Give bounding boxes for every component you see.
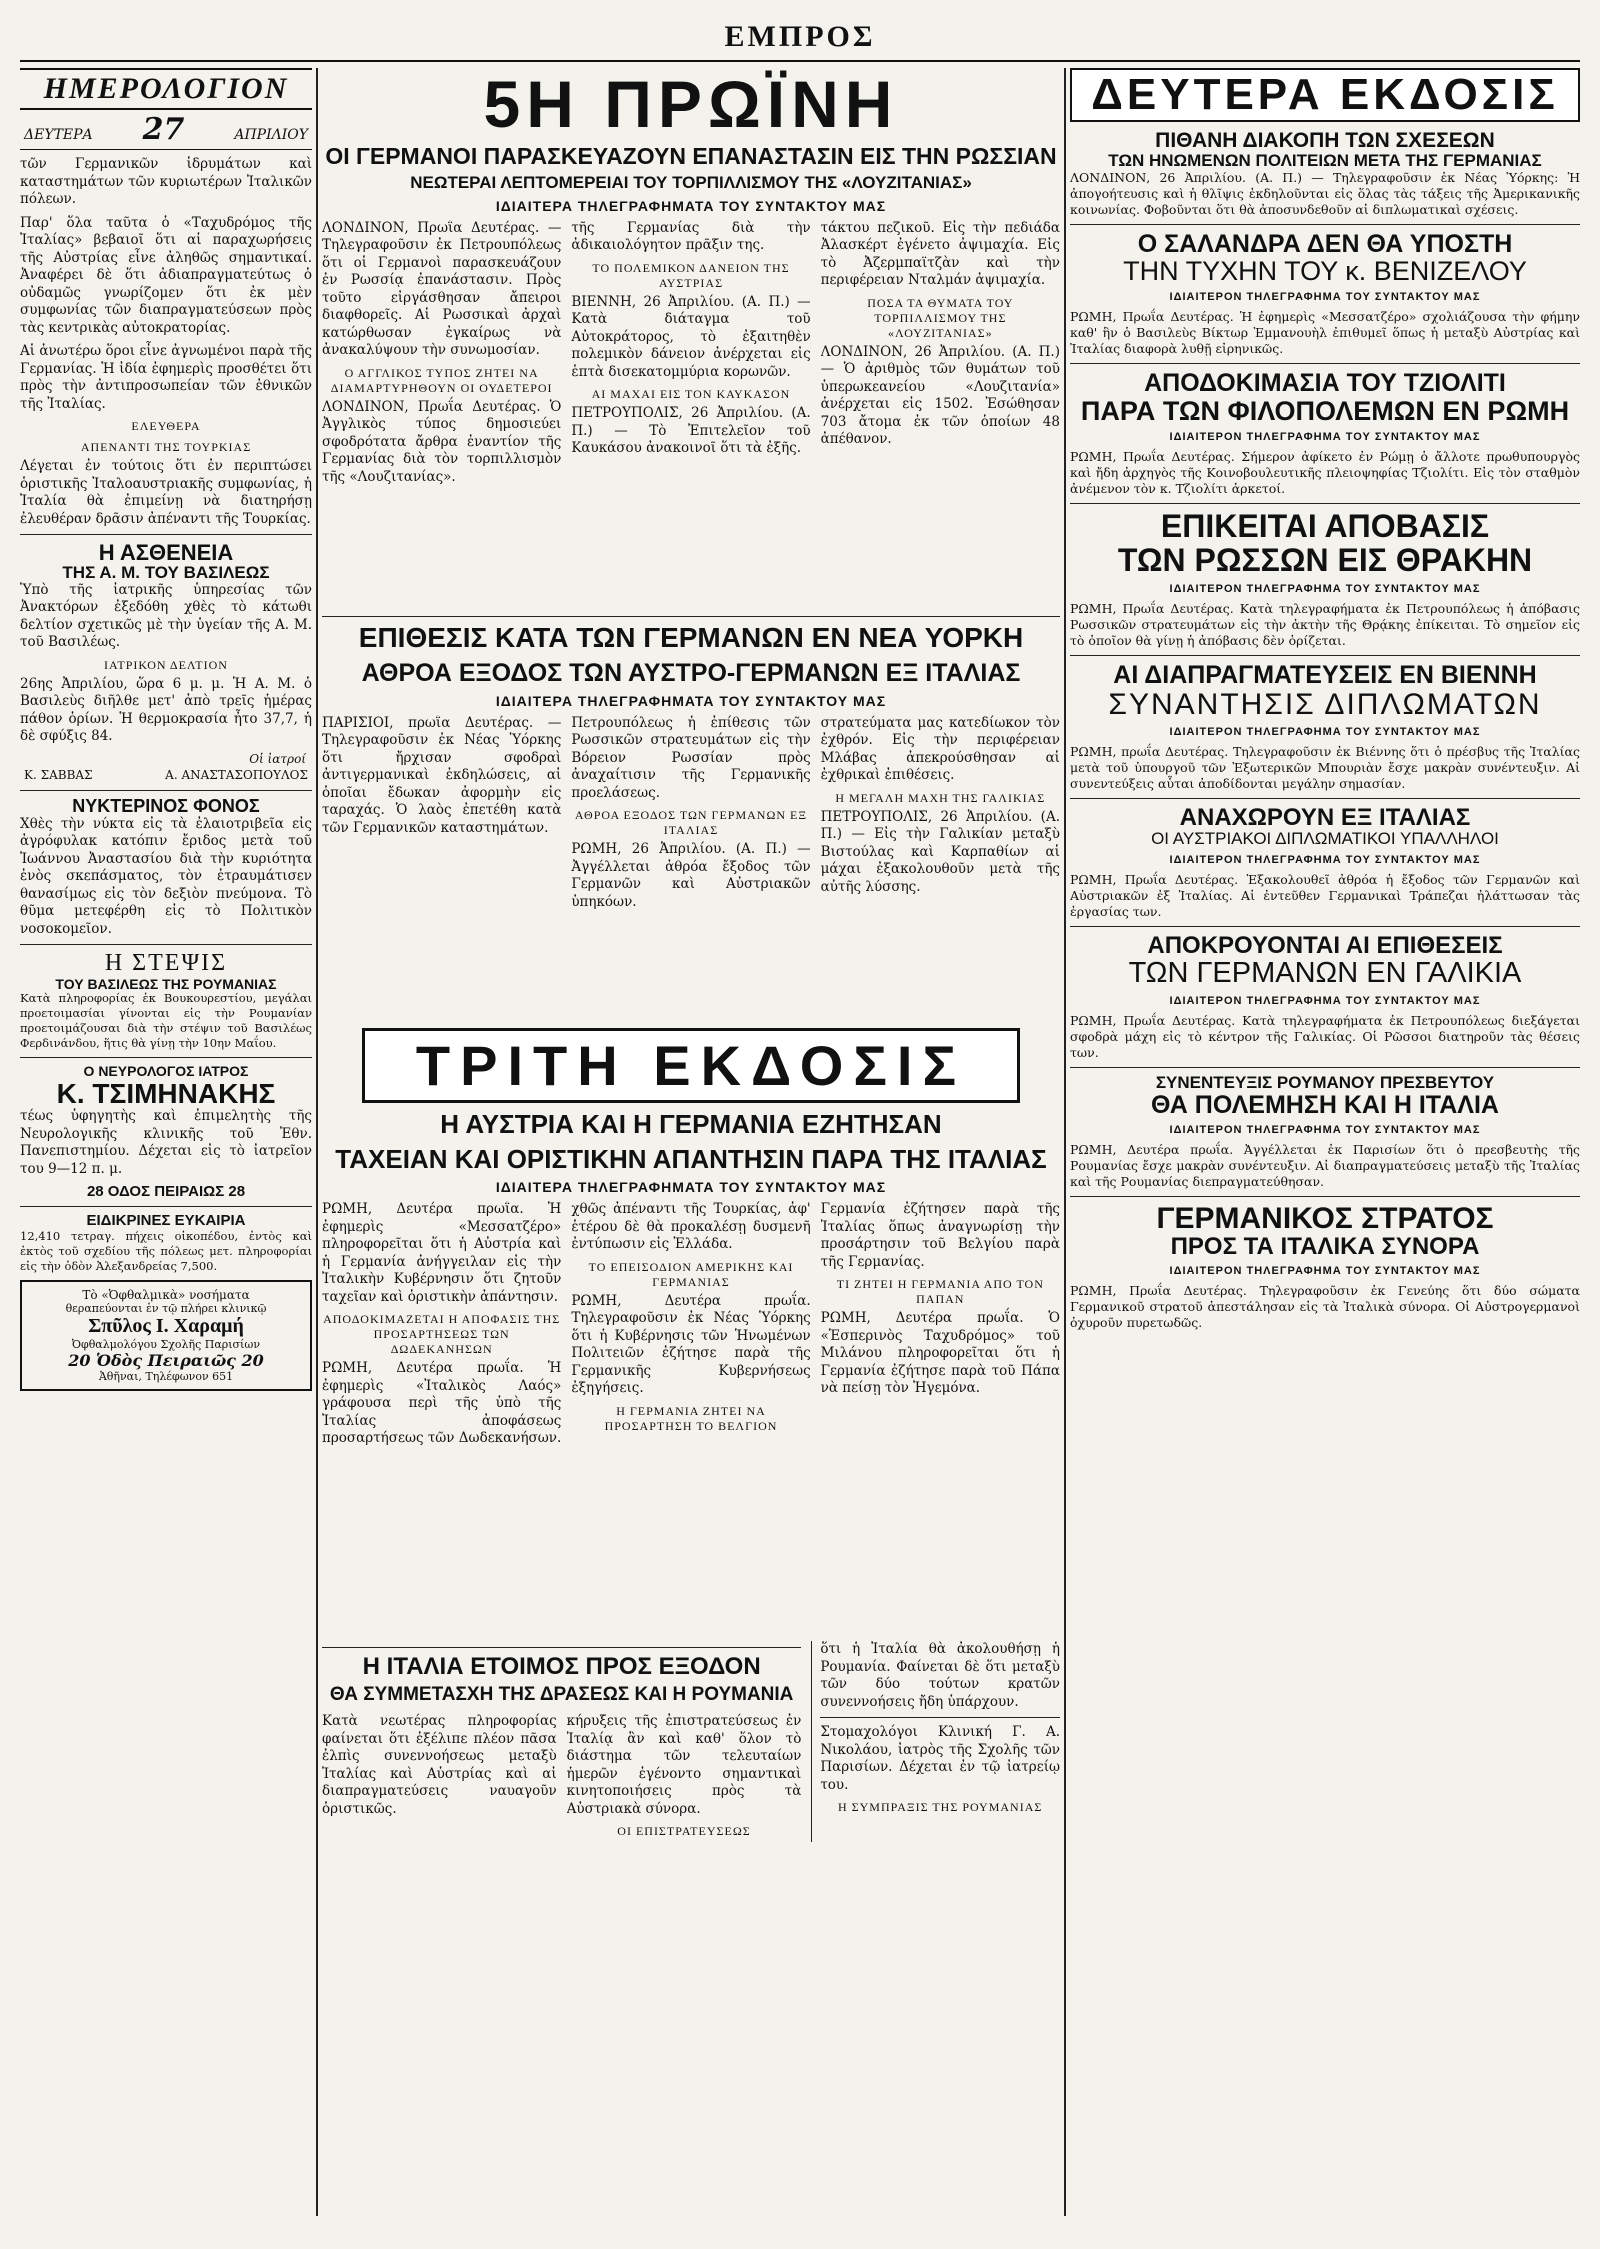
article-text: ΛΟΝΔΙΝΟΝ, 26 Ἀπριλίου. (Α. Π.) — Ὁ ἀριθμὸς τῶν θυμάτων τοῦ ὑπερωκεανείου «Λουζιτανία» ἀνέρχεται εἰς 1502. Ἐσώθησαν 703 ἄτομα ἐκ τῶν ὁποίων 48 ἀπέθανον. — [820, 343, 1060, 448]
divider — [20, 534, 312, 535]
telegram-label: ΙΔΙΑΙΤΕΡΑ ΤΗΛΕΓΡΑΦΗΜΑΤΑ ΤΟΥ ΣΥΝΤΑΚΤΟΥ ΜΑΣ — [495, 197, 887, 214]
article-text: τῶν Γερμανικῶν ἱδρυμάτων καὶ καταστημάτων τῶν κυριωτέρων Ἰταλικῶν πόλεων. — [20, 156, 312, 207]
ad-line: Ὀφθαλμολόγου Σχολῆς Παρισίων — [71, 1337, 261, 1351]
article-headline: ΕΠΙΘΕΣΙΣ ΚΑΤΑ ΤΩΝ ΓΕΡΜΑΝΩΝ ΕΝ ΝΕΑ ΥΟΡΚΗ — [358, 621, 1024, 653]
ad-line: Ο ΝΕΥΡΟΛΟΓΟΣ ΙΑΤΡΟΣ — [83, 1063, 249, 1080]
divider — [322, 1647, 801, 1648]
edition-banner: ΤΡΙΤΗ ΕΚΔΟΣΙΣ — [362, 1028, 1020, 1103]
article-text: 26ης Ἀπριλίου, ὥρα 6 μ. μ. Ἡ Α. Μ. ὁ Βασιλεὺς διῆλθε μετ' ἀπὸ τρεῖς ἡμέρας πάθον ὁρίων. Ἡ θερμοκρασία ἦτο 37,7, ἡ δὲ σφύξις 84. — [20, 675, 312, 745]
article-text: ΡΩΜΗ, Δευτέρα πρωΐα. Ἡ ἐφημερὶς «Μεσσατζέρο» πληροφορεῖται ὅτι ἡ Αὐστρία καὶ ἡ Γερμανία ἀνήγγειλαν εἰς τὴν Ἰταλικὴν Κυβέρνησιν ὅτι ζητοῦν ταχεῖαν καὶ ὁριστικὴν ἀπάντησιν. — [322, 1201, 562, 1305]
telegram-label: ΙΔΙΑΙΤΕΡΑ ΤΗΛΕΓΡΑΦΗΜΑΤΑ ΤΟΥ ΣΥΝΤΑΚΤΟΥ ΜΑΣ — [495, 1179, 887, 1196]
article-text: ΠΕΤΡΟΥΠΟΛΙΣ, 26 Ἀπριλίου. (Α. Π.) — Τὸ Ἐπιτελεῖον τοῦ Καυκάσου ἀνακοινοῖ ὅτι τὰ ἐξῆς. — [571, 405, 811, 457]
article-text: ΡΩΜΗ, Πρωΐα Δευτέρας. Ἡ ἐφημερὶς «Μεσσατζέρο» σχολιάζουσα τὴν φήμην καθ' ἣν ὁ Βασιλεὺς Βίκτωρ Ἐμμανουὴλ ἐπιθυμεῖ ὅπως ἡ μεταξὺ Αὐστρίας καὶ Ἰταλίας διαφορὰ λυθῇ εἰρηνικῶς. — [1070, 309, 1580, 357]
article-column — [567, 1713, 802, 1842]
article-text: ΠΑΡΙΣΙΟΙ, πρωΐα Δευτέρας. — Τηλεγραφοῦσιν ἐκ Νέας Ὑόρκης ὅτι ἤρχισαν σφοδραὶ ἀντιγερμανικαὶ ἐκδηλώσεις, αἱ ὁποῖαι ἔδωκαν ἀφορμὴν εἰς ταραχάς. Ὁ λαὸς ἐπετέθη κατὰ τῶν Γερμανικῶν καταστημάτων. — [322, 714, 562, 836]
article-text: Χθὲς τὴν νύκτα εἰς τὰ ἐλαιοτριβεῖα εἰς ἀγρόφυλακ κατόπιν ἔριδος μετὰ τοῦ Ἰωάννου Ἀναστασίου διὰ τὴν κυριότητα ἐνὸς σκεπάσματος, τὸν ἐτραυμάτισεν θανασίμως εἰς τὸν δεξιὸν πνεύμονα. Τὸ θῦμα μετεφέρθη εἰς τὸ Πολιτικὸν νοσοκομεῖον. — [20, 815, 312, 937]
telegram-label: ΙΔΙΑΙΤΕΡΟΝ ΤΗΛΕΓΡΑΦΗΜΑ ΤΟΥ ΣΥΝΤΑΚΤΟΥ ΜΑΣ — [1169, 726, 1481, 739]
article-headline: ΑΠΟΔΟΚΙΜΑΣΙΑ ΤΟΥ ΤΖΙΟΛΙΤΙ — [1144, 369, 1506, 398]
article-text: Αἱ ἀνωτέρω ὅροι εἶνε ἀγνωμένοι παρὰ τῆς Γερμανίας. Ἡ ἰδία ἐφημερὶς προσθέτει ὅτι πρὸς τὴν ἀντιπροσωπείαν τῶν ἐθνικῶν τῆς Ἰταλίας. — [20, 343, 312, 412]
article-column — [322, 1713, 557, 1842]
article-headline: ΝΥΚΤΕΡΙΝΟΣ ΦΟΝΟΣ — [72, 795, 260, 816]
article-headline: Η ΑΥΣΤΡΙΑ ΚΑΙ Η ΓΕΡΜΑΝΙΑ ΕΖΗΤΗΣΑΝ — [440, 1108, 942, 1139]
article-subheadline: ΘΑ ΠΟΛΕΜΗΣΗ ΚΑΙ Η ΙΤΑΛΙΑ — [1151, 1090, 1499, 1119]
subheading: ΑΙ ΜΑΧΑΙ ΕΙΣ ΤΟΝ ΚΑΥΚΑΣΟΝ — [591, 387, 791, 402]
article-text: τῆς Γερμανίας διὰ τὴν ἀδικαιολόγητον πρᾶξιν της. — [571, 219, 811, 254]
article-text: ΡΩΜΗ, Δευτέρα πρωΐα. Τηλεγραφοῦσιν ἐκ Νέας Ὑόρκης ὅτι ἡ Κυβέρνησις τῶν Ἡνωμένων Πολιτειῶν ἐζήτησε παρὰ τῆς Γερμανικῆς Κυβερνήσεως ἐξηγήσεις. — [571, 1292, 811, 1397]
article-text: Κατὰ πληροφορίας ἐκ Βουκουρεστίου, μεγάλαι προετοιμασίαι γίνονται εἰς τὴν Ρουμανίαν προετοιμάζουσαι διὰ τὴν στέψιν τοῦ Βασιλέως Φερδινάνδου, ἥτις θὰ γίνῃ τὴν 10ην Μαΐου. — [20, 991, 312, 1051]
article-headline: ΓΕΡΜΑΝΙΚΟΣ ΣΤΡΑΤΟΣ — [1156, 1201, 1494, 1235]
article-text: Γερμανία ἐζήτησεν παρὰ τῆς Ἰταλίας ὅπως ἀναγνωρίσῃ τὴν προσάρτησιν τοῦ Βελγίου παρὰ τῆς Γερμανίας. — [820, 1201, 1060, 1270]
divider — [20, 1057, 312, 1058]
article-headline: Η ΣΤΕΨΙΣ — [104, 950, 228, 977]
article-subheadline: ΤΩΝ ΓΕΡΜΑΝΩΝ ΕΝ ΓΑΛΙΚΙΑ — [1128, 957, 1522, 990]
subheading: ΤΟ ΕΠΕΙΣΟΔΙΟΝ ΑΜΕΡΙΚΗΣ ΚΑΙ ΓΕΡΜΑΝΙΑΣ — [588, 1259, 794, 1289]
article-column — [571, 220, 810, 610]
article-column — [322, 1201, 561, 1641]
eye-clinic-ad — [20, 1280, 312, 1391]
article-headline: ΣΥΝΕΝΤΕΥΞΙΣ ΡΟΥΜΑΝΟΥ ΠΡΕΣΒΕΥΤΟΥ — [1155, 1072, 1495, 1092]
divider — [20, 790, 312, 791]
telegram-label: ΙΔΙΑΙΤΕΡΟΝ ΤΗΛΕΓΡΑΦΗΜΑ ΤΟΥ ΣΥΝΤΑΚΤΟΥ ΜΑΣ — [1169, 854, 1481, 867]
divider — [1070, 655, 1580, 656]
divider — [1070, 926, 1580, 927]
newspaper-page — [20, 16, 1580, 2216]
second-edition-column — [1070, 68, 1580, 2216]
telegram-label: ΙΔΙΑΙΤΕΡΟΝ ΤΗΛΕΓΡΑΦΗΜΑ ΤΟΥ ΣΥΝΤΑΚΤΟΥ ΜΑΣ — [1169, 291, 1481, 304]
article-subheadline: ΤΩΝ ΡΩΣΣΩΝ ΕΙΣ ΘΡΑΚΗΝ — [1117, 541, 1533, 578]
article-column — [821, 715, 1060, 1020]
subheading: ΙΑΤΡΙΚΟΝ ΔΕΛΤΙΟΝ — [104, 657, 228, 672]
calendar-title: ΗΜΕΡΟΛΟΓΙΟΝ — [43, 72, 289, 105]
italy-article — [322, 1641, 801, 1842]
article-subheadline: ΠΡΟΣ ΤΑ ΙΤΑΛΙΚΑ ΣΥΝΟΡΑ — [1170, 1233, 1480, 1261]
article-text: Λέγεται ἐν τούτοις ὅτι ἐν περιπτώσει ὁριστικῆς Ἰταλοαυστριακῆς συμφωνίας, ἡ Ἰταλία θὰ ἐπιμείνῃ νὰ διατηρήσῃ ἐλευθέραν δρᾶσιν ἀπέναντι τῆς Τουρκίας. — [20, 458, 312, 527]
article-text: ΡΩΜΗ, Δευτέρα πρωΐα. Ἀγγέλλεται ἐκ Παρισίων ὅτι ὁ πρεσβευτὴς τῆς Ρουμανίας ἔσχε μακρὰν συνέντευξιν. Αἱ διαπραγματεύσεις μεταξὺ τῆς Ἰταλίας καὶ τῆς Ρουμανίας διεπραγματεύθησαν. — [1070, 1141, 1580, 1189]
article-subheadline: ΠΑΡΑ ΤΩΝ ΦΙΛΟΠΟΛΕΜΩΝ ΕΝ ΡΩΜΗ — [1080, 395, 1570, 426]
ad-name: Κ. ΤΣΙΜΗΝΑΚΗΣ — [56, 1077, 276, 1109]
article-subheadline: ΤΗΣ Α. Μ. ΤΟΥ ΒΑΣΙΛΕΩΣ — [62, 563, 270, 583]
calendar-column — [20, 68, 312, 2216]
doctor-signatures — [20, 766, 312, 784]
article-text: Παρ' ὅλα ταῦτα ὁ «Ταχυδρόμος τῆς Ἰταλίας» βεβαιοῖ ὅτι αἱ παραχωρήσεις τῆς Αὐστρίας εἶνε ἀληθῶς σημαντικαί. Ἀναφέρει δὲ ὅτι ἀδιαπραγματεύτως ὁ οὐδαμῶς γνωρίζομεν ὅτι ἐκ μὲν συμφωνίας τῶν διαπραγματεύσεων πρὸς τὰς κεντρικὰς αὐτοκρατορίας. — [20, 214, 312, 336]
divider — [820, 1717, 1060, 1718]
ad-address: 28 ΟΔΟΣ ΠΕΙΡΑΙΩΣ 28 — [86, 1183, 246, 1201]
article-column — [821, 220, 1060, 610]
article-column — [571, 715, 810, 1020]
subheading: Η ΣΥΜΠΡΑΞΙΣ ΤΗΣ ΡΟΥΜΑΝΙΑΣ — [837, 1800, 1043, 1815]
article-columns — [322, 1713, 801, 1842]
telegram-label: ΙΔΙΑΙΤΕΡΟΝ ΤΗΛΕΓΡΑΦΗΜΑ ΤΟΥ ΣΥΝΤΑΚΤΟΥ ΜΑΣ — [1169, 431, 1481, 444]
divider — [1070, 503, 1580, 504]
article-text: στρατεύματα μας κατεδίωκον τὸν ἐχθρόν. Εἰς τὴν περιφέρειαν Μλάβας ἀπεκρούσθησαν αἱ ἐχθρικαὶ ἐπιθέσεις. — [820, 714, 1060, 784]
article-column — [322, 715, 561, 1020]
doctor-name: Κ. ΣΑΒΒΑΣ — [24, 767, 93, 782]
article-subheadline: ΤΩΝ ΗΝΩΜΕΝΩΝ ΠΟΛΙΤΕΙΩΝ ΜΕΤΑ ΤΗΣ ΓΕΡΜΑΝΙΑΣ — [1108, 151, 1542, 171]
article-text: Πετρουπόλεως ἡ ἐπίθεσις τῶν Ρωσσικῶν στρατευμάτων εἰς τὴν Βόρειον Ρωσσίαν πρὸς ἀναχαίτισιν τῆς Γερμανικῆς προελάσεως. — [571, 714, 811, 801]
article-headline: ΕΙΔΙΚΡΙΝΕΣ ΕΥΚΑΙΡΙΑ — [86, 1212, 246, 1230]
article-headline: ΑΠΟΚΡΟΥΟΝΤΑΙ ΑΙ ΕΠΙΘΕΣΕΙΣ — [1147, 932, 1503, 960]
calendar-month: ΑΠΡΙΛΙΟΥ — [234, 127, 308, 143]
article-text: ΡΩΜΗ, Πρωΐα Δευτέρας. Κατὰ τηλεγραφήματα ἐκ Πετρουπόλεως ἡ ἀπόβασις Ρωσσικῶν στρατευμάτων εἰς τὴν ἀκτὴν τῆς Θρᾴκης ἐπίκειται. Τὸ σημεῖον εἰς τὸ ὁποῖον θὰ γίνῃ ἡ ἀπόβασις δὲν ὁρίζεται. — [1070, 601, 1580, 649]
subheading: ΑΠΕΝΑΝΤΙ ΤΗΣ ΤΟΥΡΚΙΑΣ — [80, 440, 252, 454]
article-subheadline: ΝΕΩΤΕΡΑΙ ΛΕΠΤΟΜΕΡΕΙΑΙ ΤΟΥ ΤΟΡΠΙΛΛΙΣΜΟΥ ΤΗΣ «ΛΟΥΖΙΤΑΝΙΑΣ» — [410, 173, 972, 193]
article-text: ΡΩΜΗ, 26 Ἀπριλίου. (Α. Π.) — Ἀγγέλλεται ἀθρόα ἔξοδος τῶν Γερμανῶν καὶ Αὐστριακῶν ὑπηκόων. — [571, 841, 811, 910]
ad-address: 20 Ὁδὸς Πειραιῶς 20 — [68, 1350, 264, 1370]
article-text: ΛΟΝΔΙΝΟΝ, Πρωΐα Δευτέρας. — Τηλεγραφοῦσιν ἐκ Πετρουπόλεως ὅτι οἱ Γερμανοὶ παρασκευάζουν ἐν Ρωσσίᾳ ἐπανάστασιν. Πρὸς τοῦτο εἰργάσθησαν ἄπειροι διαφθορεῖς. Αἱ Ρωσσικαὶ ἀρχαὶ κατώρθωσαν ἐγκαίρως νὰ ἀνακαλύψουν τὴν συνωμοσίαν. — [322, 219, 562, 359]
article-subheadline: ΘΑ ΣΥΜΜΕΤΑΣΧΗ ΤΗΣ ΔΡΑΣΕΩΣ ΚΑΙ Η ΡΟΥΜΑΝΙΑ — [329, 1684, 794, 1706]
article-column — [811, 1641, 1060, 1842]
calendar-header — [20, 68, 312, 110]
divider — [1070, 1067, 1580, 1068]
ad-name: Σπῦλος Ι. Χαραμή — [88, 1314, 244, 1337]
article-text: ΛΟΝΔΙΝΟΝ, Πρωΐα Δευτέρας. Ὁ Ἀγγλικὸς τύπος δημοσιεύει σφοδρότατα ἄρθρα ἐναντίον τῆς Γερμανίας διὰ τὸν τορπιλλισμὸν τῆς «Λουζιτανίας». — [322, 398, 562, 485]
article-subheadline: ΟΙ ΑΥΣΤΡΙΑΚΟΙ ΔΙΠΛΩΜΑΤΙΚΟΙ ΥΠΑΛΛΗΛΟΙ — [1151, 829, 1499, 849]
ad-line: Τὸ «Ὀφθαλμικὰ» νοσήματα — [82, 1287, 250, 1302]
ad-text: τέως ὑφηγητὴς καὶ ἐπιμελητὴς τῆς Νευρολογικῆς κλινικῆς τοῦ Ἐθν. Πανεπιστημίου. Δέχεται εἰς τὸ ἰατρεῖον του 9—12 π. μ. — [20, 1108, 312, 1177]
column-divider — [1064, 68, 1066, 2216]
article-text: ΡΩΜΗ, πρωΐα Δευτέρας. Τηλεγραφοῦσιν ἐκ Βιέννης ὅτι ὁ πρέσβυς τῆς Ἰταλίας μετὰ τοῦ ὑπουργοῦ τῶν Ἐξωτερικῶν Μπουριὰν ἔσχε μακρὰν συνέντευξιν. Αἱ συνεντεύξεις αὗται ἀποδίδονται μεγάλην σημασίαν. — [1070, 744, 1580, 792]
article-column — [821, 1201, 1060, 1641]
ad-phone: Ἀθῆναι, Τηλέφωνον 651 — [98, 1369, 234, 1383]
article-headline: ΠΙΘΑΝΗ ΔΙΑΚΟΠΗ ΤΩΝ ΣΧΕΣΕΩΝ — [1155, 129, 1495, 152]
ad-text: 12,410 τετραγ. πήχεις οἰκοπέδου, ἐντὸς καὶ ἐκτὸς τοῦ σχεδίου τῆς πόλεως μετ. πληροφορίαι εἰς τὴν ὁδὸν Ἀλεξανδρείας 7,500. — [20, 1228, 312, 1273]
subheading: ΟΙ ΕΠΙΣΤΡΑΤΕΥΣΕΩΣ — [617, 1824, 751, 1839]
article-text: ΡΩΜΗ, Δευτέρα πρωΐα. Ἡ ἐφημερὶς «Ἰταλικὸς Λαός» γράφουσα περὶ τῆς ὑπὸ τῆς Ἰταλίας ἀποφάσεως προσαρτήσεως τῶν Δωδεκανήσων. — [322, 1360, 562, 1447]
article-headline: ΑΝΑΧΩΡΟΥΝ ΕΞ ΙΤΑΛΙΑΣ — [1179, 804, 1471, 832]
article-text: ΡΩΜΗ, Πρωΐα Δευτέρας. Τηλεγραφοῦσιν ἐκ Γενεύης ὅτι δύο σώματα Γερμανικοῦ στρατοῦ ἀπεστάλησαν εἰς τὰ Ἰταλικὰ σύνορα. Οἱ Αὐστρογερμανοὶ ὀχυροῦν πυρετωδῶς. — [1070, 1283, 1580, 1331]
divider — [1070, 363, 1580, 364]
article-headline: Ο ΣΑΛΑΝΔΡΑ ΔΕΝ ΘΑ ΥΠΟΣΤΗ — [1137, 229, 1513, 258]
lower-section — [322, 1641, 1060, 1842]
calendar-day: 27 — [142, 112, 185, 147]
center-column — [322, 68, 1060, 2216]
article-text: Ὑπὸ τῆς ἰατρικῆς ὑπηρεσίας τῶν Ἀνακτόρων ἐξεδόθη χθὲς τὸ κάτωθι δελτίον σχετικῶς μὲ τὴν ὑγείαν τῆς Α. Μ. τοῦ Βασιλέως. — [20, 581, 312, 651]
subheading: ΤΟ ΠΟΛΕΜΙΚΟΝ ΔΑΝΕΙΟΝ ΤΗΣ ΑΥΣΤΡΙΑΣ — [592, 260, 790, 290]
divider — [1070, 224, 1580, 225]
calendar-weekday: ΔΕΥΤΕΡΑ — [24, 127, 93, 143]
article-text: ΒΙΕΝΝΗ, 26 Ἀπριλίου. (Α. Π.) — Κατὰ διάταγμα τοῦ Αὐτοκράτορος, τὸ ἐξαιτηθὲν πολεμικὸν δάνειον ἀνέρχεται εἰς ἑπτὰ δισεκατομμύρια κορωνῶν. — [571, 293, 811, 380]
article-column — [322, 220, 561, 610]
ad-text: Στομαχολόγοι Κλινική Γ. Α. Νικολάου, ἰατρὸς τῆς Σχολῆς τῶν Παρισίων. Δέχεται ἐν τῷ ἰατρείῳ του. — [820, 1724, 1060, 1793]
calendar-date — [20, 110, 312, 150]
article-columns — [322, 715, 1060, 1020]
article-headline: Η ΙΤΑΛΙΑ ΕΤΟΙΜΟΣ ΠΡΟΣ ΕΞΟΔΟΝ — [362, 1653, 761, 1681]
article-text: τάκτου πεζικοῦ. Εἰς τὴν πεδιάδα Ἀλασκέρτ ἐγένετο ἀψιμαχία. Εἰς τὸ Ἀζερμπαϊτζὰν καὶ τὴν περιφέρειαν Νταλμάν ἀψιμαχία. — [820, 219, 1060, 289]
article-subheadline: ΤΗΝ ΤΥΧΗΝ ΤΟΥ κ. ΒΕΝΙΖΕΛΟΥ — [1123, 256, 1527, 287]
telegram-label: ΙΔΙΑΙΤΕΡΟΝ ΤΗΛΕΓΡΑΦΗΜΑ ΤΟΥ ΣΥΝΤΑΚΤΟΥ ΜΑΣ — [1169, 1123, 1481, 1136]
article-subheadline: ΤΑΧΕΙΑΝ ΚΑΙ ΟΡΙΣΤΙΚΗΝ ΑΠΑΝΤΗΣΙΝ ΠΑΡΑ ΤΗΣ ΙΤΑΛΙΑΣ — [335, 1143, 1047, 1174]
edition-banner: 5Η ΠΡΩΪΝΗ — [483, 68, 899, 141]
article-columns — [322, 1201, 1060, 1641]
article-text: ΠΕΤΡΟΥΠΟΛΙΣ, 26 Ἀπριλίου. (Α. Π.) — Εἰς τὴν Γαλικίαν μεταξὺ Βιστούλας καὶ Καρπαθίων αἱ μάχαι ἐξακολουθοῦν μετὰ τῆς αὐτῆς λύσσης. — [820, 808, 1060, 895]
divider — [1070, 1196, 1580, 1197]
subheading: Ο ΑΓΓΛΙΚΟΣ ΤΥΠΟΣ ΖΗΤΕΙ ΝΑ ΔΙΑΜΑΡΤΥΡΗΘΟΥΝ ΟΙ ΟΥΔΕΤΕΡΟΙ — [330, 365, 553, 395]
article-subheadline: ΤΟΥ ΒΑΣΙΛΕΩΣ ΤΗΣ ΡΟΥΜΑΝΙΑΣ — [55, 975, 277, 992]
edition-banner: ΔΕΥΤΕΡΑ ΕΚΔΟΣΙΣ — [1070, 68, 1580, 122]
article-headline: ΟΙ ΓΕΡΜΑΝΟΙ ΠΑΡΑΣΚΕΥΑΖΟΥΝ ΕΠΑΝΑΣΤΑΣΙΝ ΕΙΣ ΤΗΝ ΡΩΣΣΙΑΝ — [325, 143, 1057, 169]
subheading: ΤΙ ΖΗΤΕΙ Η ΓΕΡΜΑΝΙΑ ΑΠΟ ΤΟΝ ΠΑΠΑΝ — [836, 1277, 1044, 1307]
article-subheadline: ΑΘΡΟΑ ΕΞΟΔΟΣ ΤΩΝ ΑΥΣΤΡΟ-ΓΕΡΜΑΝΩΝ ΕΞ ΙΤΑΛΙΑΣ — [361, 659, 1021, 688]
telegram-label: ΙΔΙΑΙΤΕΡΟΝ ΤΗΛΕΓΡΑΦΗΜΑ ΤΟΥ ΣΥΝΤΑΚΤΟΥ ΜΑΣ — [1169, 583, 1481, 596]
article-text: ΡΩΜΗ, Πρωΐα Δευτέρας. Σήμερον ἀφίκετο ἐν Ρώμῃ ὁ ἄλλοτε πρωθυπουργὸς καὶ ἤδη ἀρχηγὸς τῆς Κοινοβουλευτικῆς πλειοψηφίας Τζιολίτι. Εἰς τὸν σταθμὸν ἀνέμενον τὸν κ. Τζιολίτι ἀρκετοί. — [1070, 449, 1580, 497]
article-text: ΡΩΜΗ, Πρωΐα Δευτέρας. Κατὰ τηλεγραφήματα ἐκ Πετρουπόλεως διεξάγεται σφοδρὰ μάχη εἰς τὸ κέντρον τῆς Γαλικίας. Οἱ Ρῶσσοι διατηροῦν τὰς θέσεις των. — [1070, 1012, 1580, 1060]
divider — [322, 616, 1060, 617]
signature-line: Οἱ ἰατροί — [249, 751, 306, 766]
article-headline: Η ΑΣΘΕΝΕΙΑ — [98, 540, 234, 565]
masthead — [20, 16, 1580, 62]
article-headline: ΑΙ ΔΙΑΠΡΑΓΜΑΤΕΥΣΕΙΣ ΕΝ ΒΙΕΝΝΗ — [1113, 661, 1537, 690]
subheading: Η ΜΕΓΑΛΗ ΜΑΧΗ ΤΗΣ ΓΑΛΙΚΙΑΣ — [835, 790, 1046, 805]
article-text: ὅτι ἡ Ἰταλία θὰ ἀκολουθήσῃ ἡ Ρουμανία. Φαίνεται δὲ ὅτι μεταξὺ τῶν δύο τούτων κρατῶν συνεννοήσεις ἤδη ὑπάρχουν. — [820, 1641, 1060, 1710]
article-text: ΡΩΜΗ, Πρωΐα Δευτέρας. Ἐξακολουθεῖ ἀθρόα ἡ ἔξοδος τῶν Γερμανῶν καὶ Αὐστριακῶν ἐξ Ἰταλίας. Αἱ ἐντεῦθεν Γερμανικαὶ Τράπεζαι ἠλάττωσαν τὰς ἐργασίας των. — [1070, 872, 1580, 920]
article-headline: ΕΠΙΚΕΙΤΑΙ ΑΠΟΒΑΣΙΣ — [1160, 508, 1490, 545]
divider — [20, 944, 312, 945]
subheading: ΠΟΣΑ ΤΑ ΘΥΜΑΤΑ ΤΟΥ ΤΟΡΠΙΛΛΙΣΜΟΥ ΤΗΣ «ΛΟΥΖΙΤΑΝΙΑΣ» — [867, 295, 1014, 340]
subheading: ΑΠΟΔΟΚΙΜΑΖΕΤΑΙ Η ΑΠΟΦΑΣΙΣ ΤΗΣ ΠΡΟΣΑΡΤΗΣΕΩΣ ΤΩΝ ΔΩΔΕΚΑΝΗΣΩΝ — [323, 1312, 561, 1357]
telegram-label: ΙΔΙΑΙΤΕΡΟΝ ΤΗΛΕΓΡΑΦΗΜΑ ΤΟΥ ΣΥΝΤΑΚΤΟΥ ΜΑΣ — [1169, 994, 1481, 1007]
newspaper-title: ΕΜΠΡΟΣ — [724, 20, 876, 53]
doctor-name: Α. ΑΝΑΣΤΑΣΟΠΟΥΛΟΣ — [165, 767, 308, 782]
article-text: χθῶς ἀπέναντι τῆς Τουρκίας, ἀφ' ἑτέρου δὲ θὰ προκαλέσῃ δυσμενῆ ἐντύπωσιν εἰς Ἑλλάδα. — [571, 1201, 811, 1253]
subheading: ΕΛΕΥΘΕΡΑ — [131, 419, 201, 433]
divider — [1070, 798, 1580, 799]
article-text: ΛΟΝΔΙΝΟΝ, 26 Ἀπριλίου. (Α. Π.) — Τηλεγραφοῦσιν ἐκ Νέας Ὑόρκης: Ἡ ἀπογοήτευσις καὶ ἡ θλῖψις ἐκδηλοῦνται εἰς ὅλας τὰς τάξεις τῆς Ἀμερικανικῆς κοινωνίας. Φοβοῦνται ὅτι θὰ ἀποσυνδεθοῦν αἱ διπλωματικαὶ σχέσεις. — [1070, 169, 1580, 217]
ad-line: θεραπεύονται ἐν τῷ πλήρει κλινικῷ — [65, 1301, 267, 1315]
article-text: κήρυξεις τῆς ἐπιστρατεύσεως ἐν Ἰταλίᾳ ἂν καὶ καθ' ὅλον τὸ διάστημα τῶν τελευταίων ἡμερῶν ἐγένοντο σημαντικαὶ κινητοποιήσεις πρὸς τὰ Αὐστριακὰ σύνορα. — [566, 1713, 802, 1817]
column-divider — [316, 68, 318, 2216]
article-column — [571, 1201, 810, 1641]
article-text: ΡΩΜΗ, Δευτέρα πρωΐα. Ὁ «Ἑσπερινὸς Ταχυδρόμος» τοῦ Μιλάνου πληροφορεῖται ὅτι ἡ Γερμανία ἐζήτησε παρὰ τοῦ Πάπα νὰ πείσῃ τὸν Ἡγεμόνα. — [820, 1310, 1060, 1397]
telegram-label: ΙΔΙΑΙΤΕΡΑ ΤΗΛΕΓΡΑΦΗΜΑΤΑ ΤΟΥ ΣΥΝΤΑΚΤΟΥ ΜΑΣ — [495, 692, 887, 709]
subheading: Η ΓΕΡΜΑΝΙΑ ΖΗΤΕΙ ΝΑ ΠΡΟΣΑΡΤΗΣΗ ΤΟ ΒΕΛΓΙΟΝ — [604, 1403, 778, 1433]
article-text: Κατὰ νεωτέρας πληροφορίας φαίνεται ὅτι ἐξέλιπε πλέον πᾶσα ἐλπὶς συνεννοήσεως μεταξὺ Ἰταλίας καὶ Αὐστρίας καὶ αἱ διαπραγματεύσεις ναυαγοῦν ὁριστικῶς. — [322, 1713, 557, 1817]
telegram-label: ΙΔΙΑΙΤΕΡΟΝ ΤΗΛΕΓΡΑΦΗΜΑ ΤΟΥ ΣΥΝΤΑΚΤΟΥ ΜΑΣ — [1169, 1265, 1481, 1278]
subheading: ΑΘΡΟΑ ΕΞΟΔΟΣ ΤΩΝ ΓΕΡΜΑΝΩΝ ΕΞ ΙΤΑΛΙΑΣ — [574, 808, 808, 838]
article-subheadline: ΣΥΝΑΝΤΗΣΙΣ ΔΙΠΛΩΜΑΤΩΝ — [1108, 687, 1542, 721]
article-columns — [322, 220, 1060, 610]
divider — [20, 1206, 312, 1207]
